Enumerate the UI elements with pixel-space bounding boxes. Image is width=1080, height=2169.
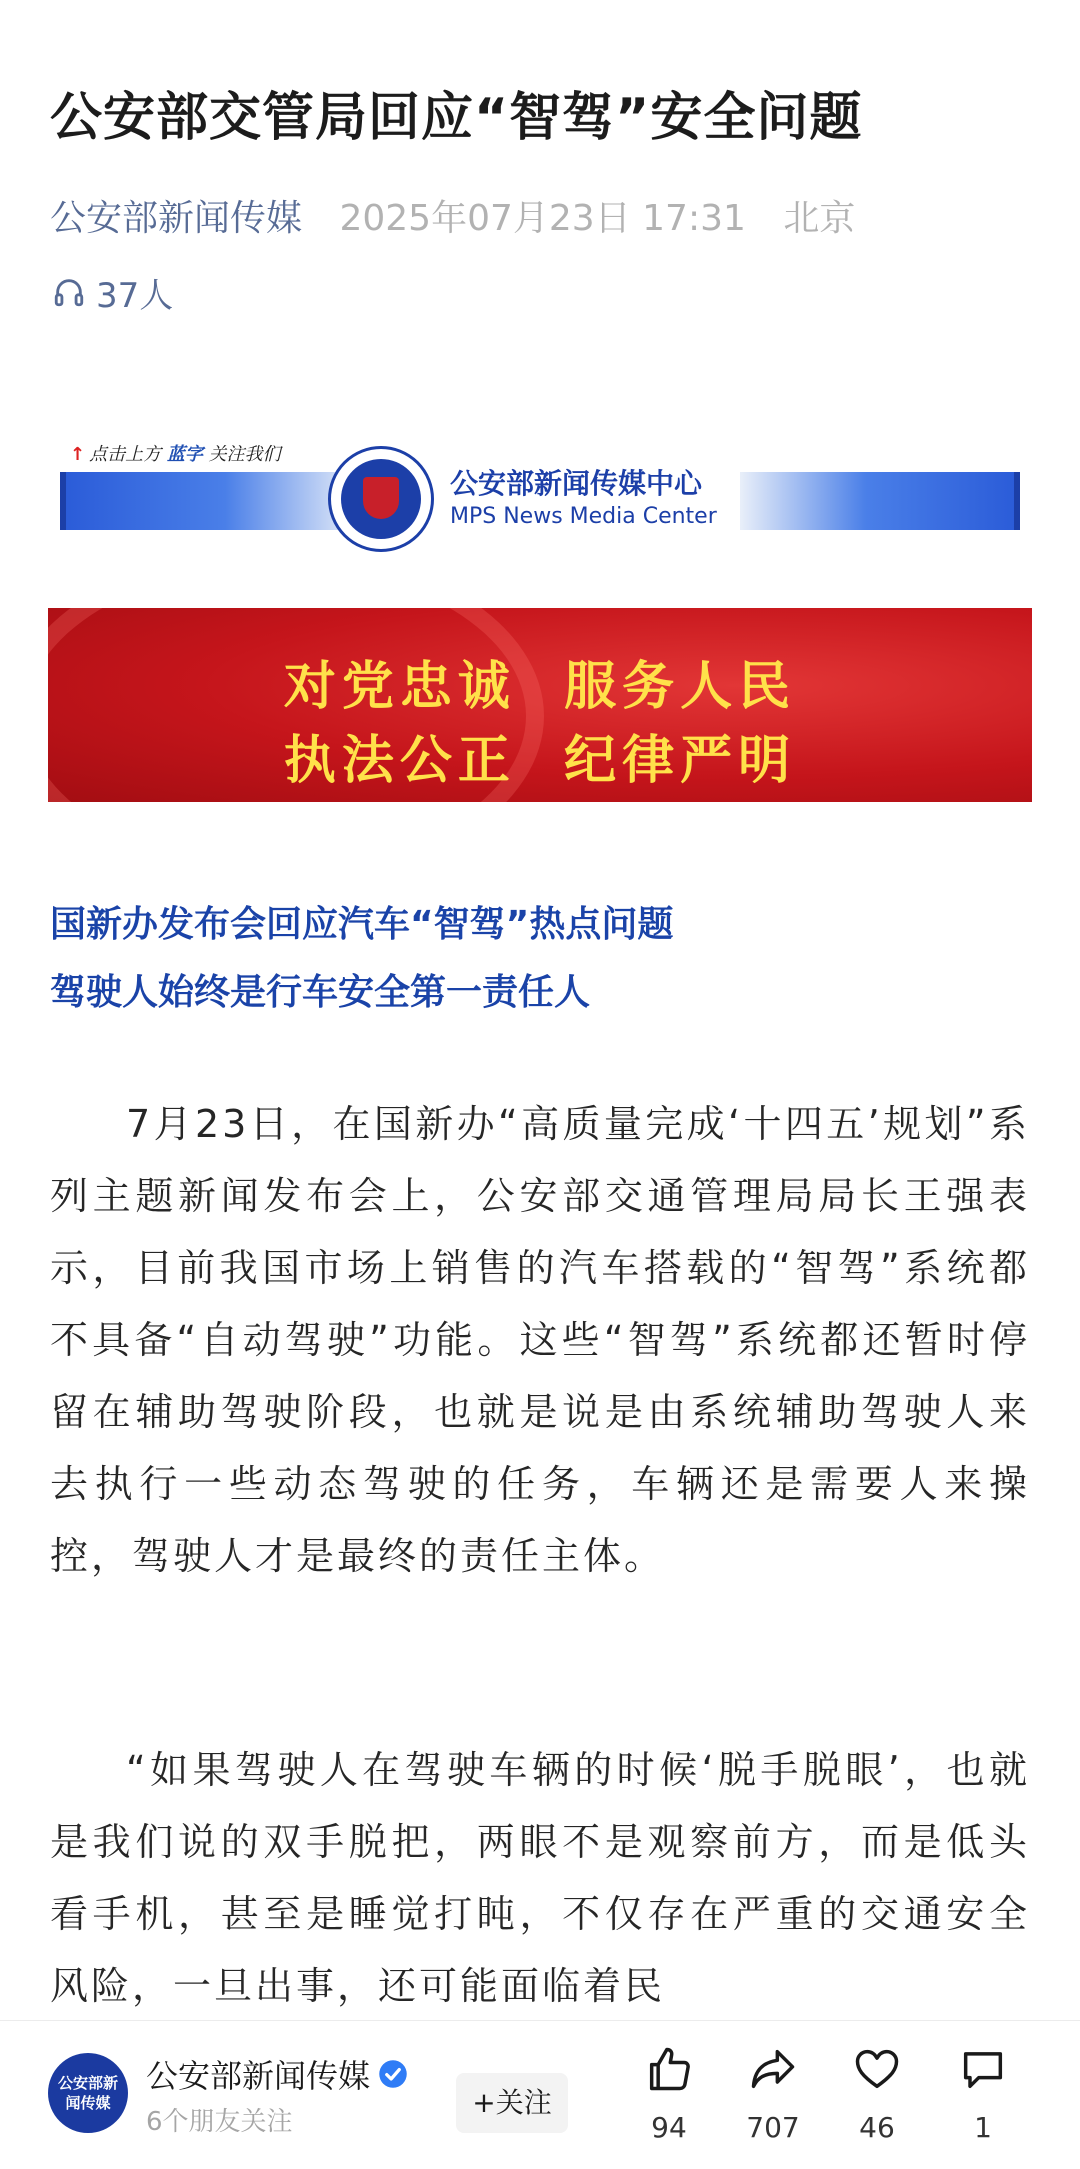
headphones-icon [52,275,86,309]
publish-location: 北京 [783,198,856,239]
like-count: 94 [651,2111,687,2144]
share-icon [747,2043,799,2095]
account-avatar[interactable] [48,2053,128,2133]
subheading: 驾驶人始终是行车安全第一责任人 [50,972,591,1013]
up-arrow-icon: ↑ [70,444,86,465]
follow-hint [70,440,281,466]
slogan-banner [48,608,1032,802]
body-paragraph: “如果驾驶人在驾驶车辆的时候‘脱手脱眼’，也就是我们说的双手脱把，两眼不是观察前方，而是低头看手机，甚至是睡觉打盹，不仅存在严重的交通安全风险，一旦出事，还可能面临着民 [50,1748,1030,2008]
banner-bar-right [740,472,1020,530]
subheading: 国新办发布会回应汽车“智驾”热点问题 [50,904,674,945]
friends-following: 6个朋友关注 [146,2107,293,2137]
org-name-cn: 公安部新闻传媒中心 [450,467,703,500]
thumbs-up-icon [643,2043,695,2095]
follow-button[interactable]: +关注 [456,2073,568,2133]
article-title: 公安部交管局回应“智驾”安全问题 [50,88,863,148]
comment-count: 1 [974,2111,992,2144]
bottom-action-bar [0,2020,1080,2169]
slogan-line-2: 执法公正 纪律严明 [283,730,797,791]
comment-button[interactable] [928,2043,1038,2144]
share-button[interactable] [718,2043,828,2144]
banner-edge-left [60,472,66,530]
like-button[interactable] [614,2043,724,2144]
listen-button[interactable] [52,268,173,316]
favorite-count: 46 [859,2111,895,2144]
publish-time: 2025年07月23日 17:31 [339,198,746,239]
mps-emblem-logo [328,446,434,552]
verified-badge-icon [378,2059,408,2089]
follow-hint-blue: 蓝字 [166,444,203,465]
follow-hint-suffix: 关注我们 [208,444,281,465]
heart-icon [851,2043,903,2095]
slogan-line-1: 对党忠诚 服务人民 [283,656,797,717]
favorite-button[interactable] [822,2043,932,2144]
comment-icon [957,2043,1009,2095]
org-name-en: MPS News Media Center [450,504,717,529]
article-meta [50,190,855,240]
body-paragraph: 7月23日，在国新办“高质量完成‘十四五’规划”系列主题新闻发布会上，公安部交通管理局局长王强表示，目前我国市场上销售的汽车搭载的“智驾”系统都不具备“自动驾驶”功能。这些“智驾”系统都还暂时停留在辅助驾驶阶段，也就是说是由系统辅助驾驶人来去执行一些动态驾驶的任务，车辆还是需要人来操控，驾驶人才是最终的责任主体。 [50,1102,1030,1578]
share-count: 707 [746,2111,800,2144]
banner-edge-right [1014,472,1020,530]
account-name-row[interactable] [146,2051,408,2097]
listener-count: 37人 [96,275,174,316]
banner-bar-left [60,472,360,530]
author-link[interactable]: 公安部新闻传媒 [50,198,303,239]
account-name: 公安部新闻传媒 [146,2057,371,2095]
follow-hint-prefix: 点击上方 [89,444,162,465]
avatar-text: 公安部新闻传媒 [58,2074,119,2112]
mps-header-banner [60,432,1020,562]
